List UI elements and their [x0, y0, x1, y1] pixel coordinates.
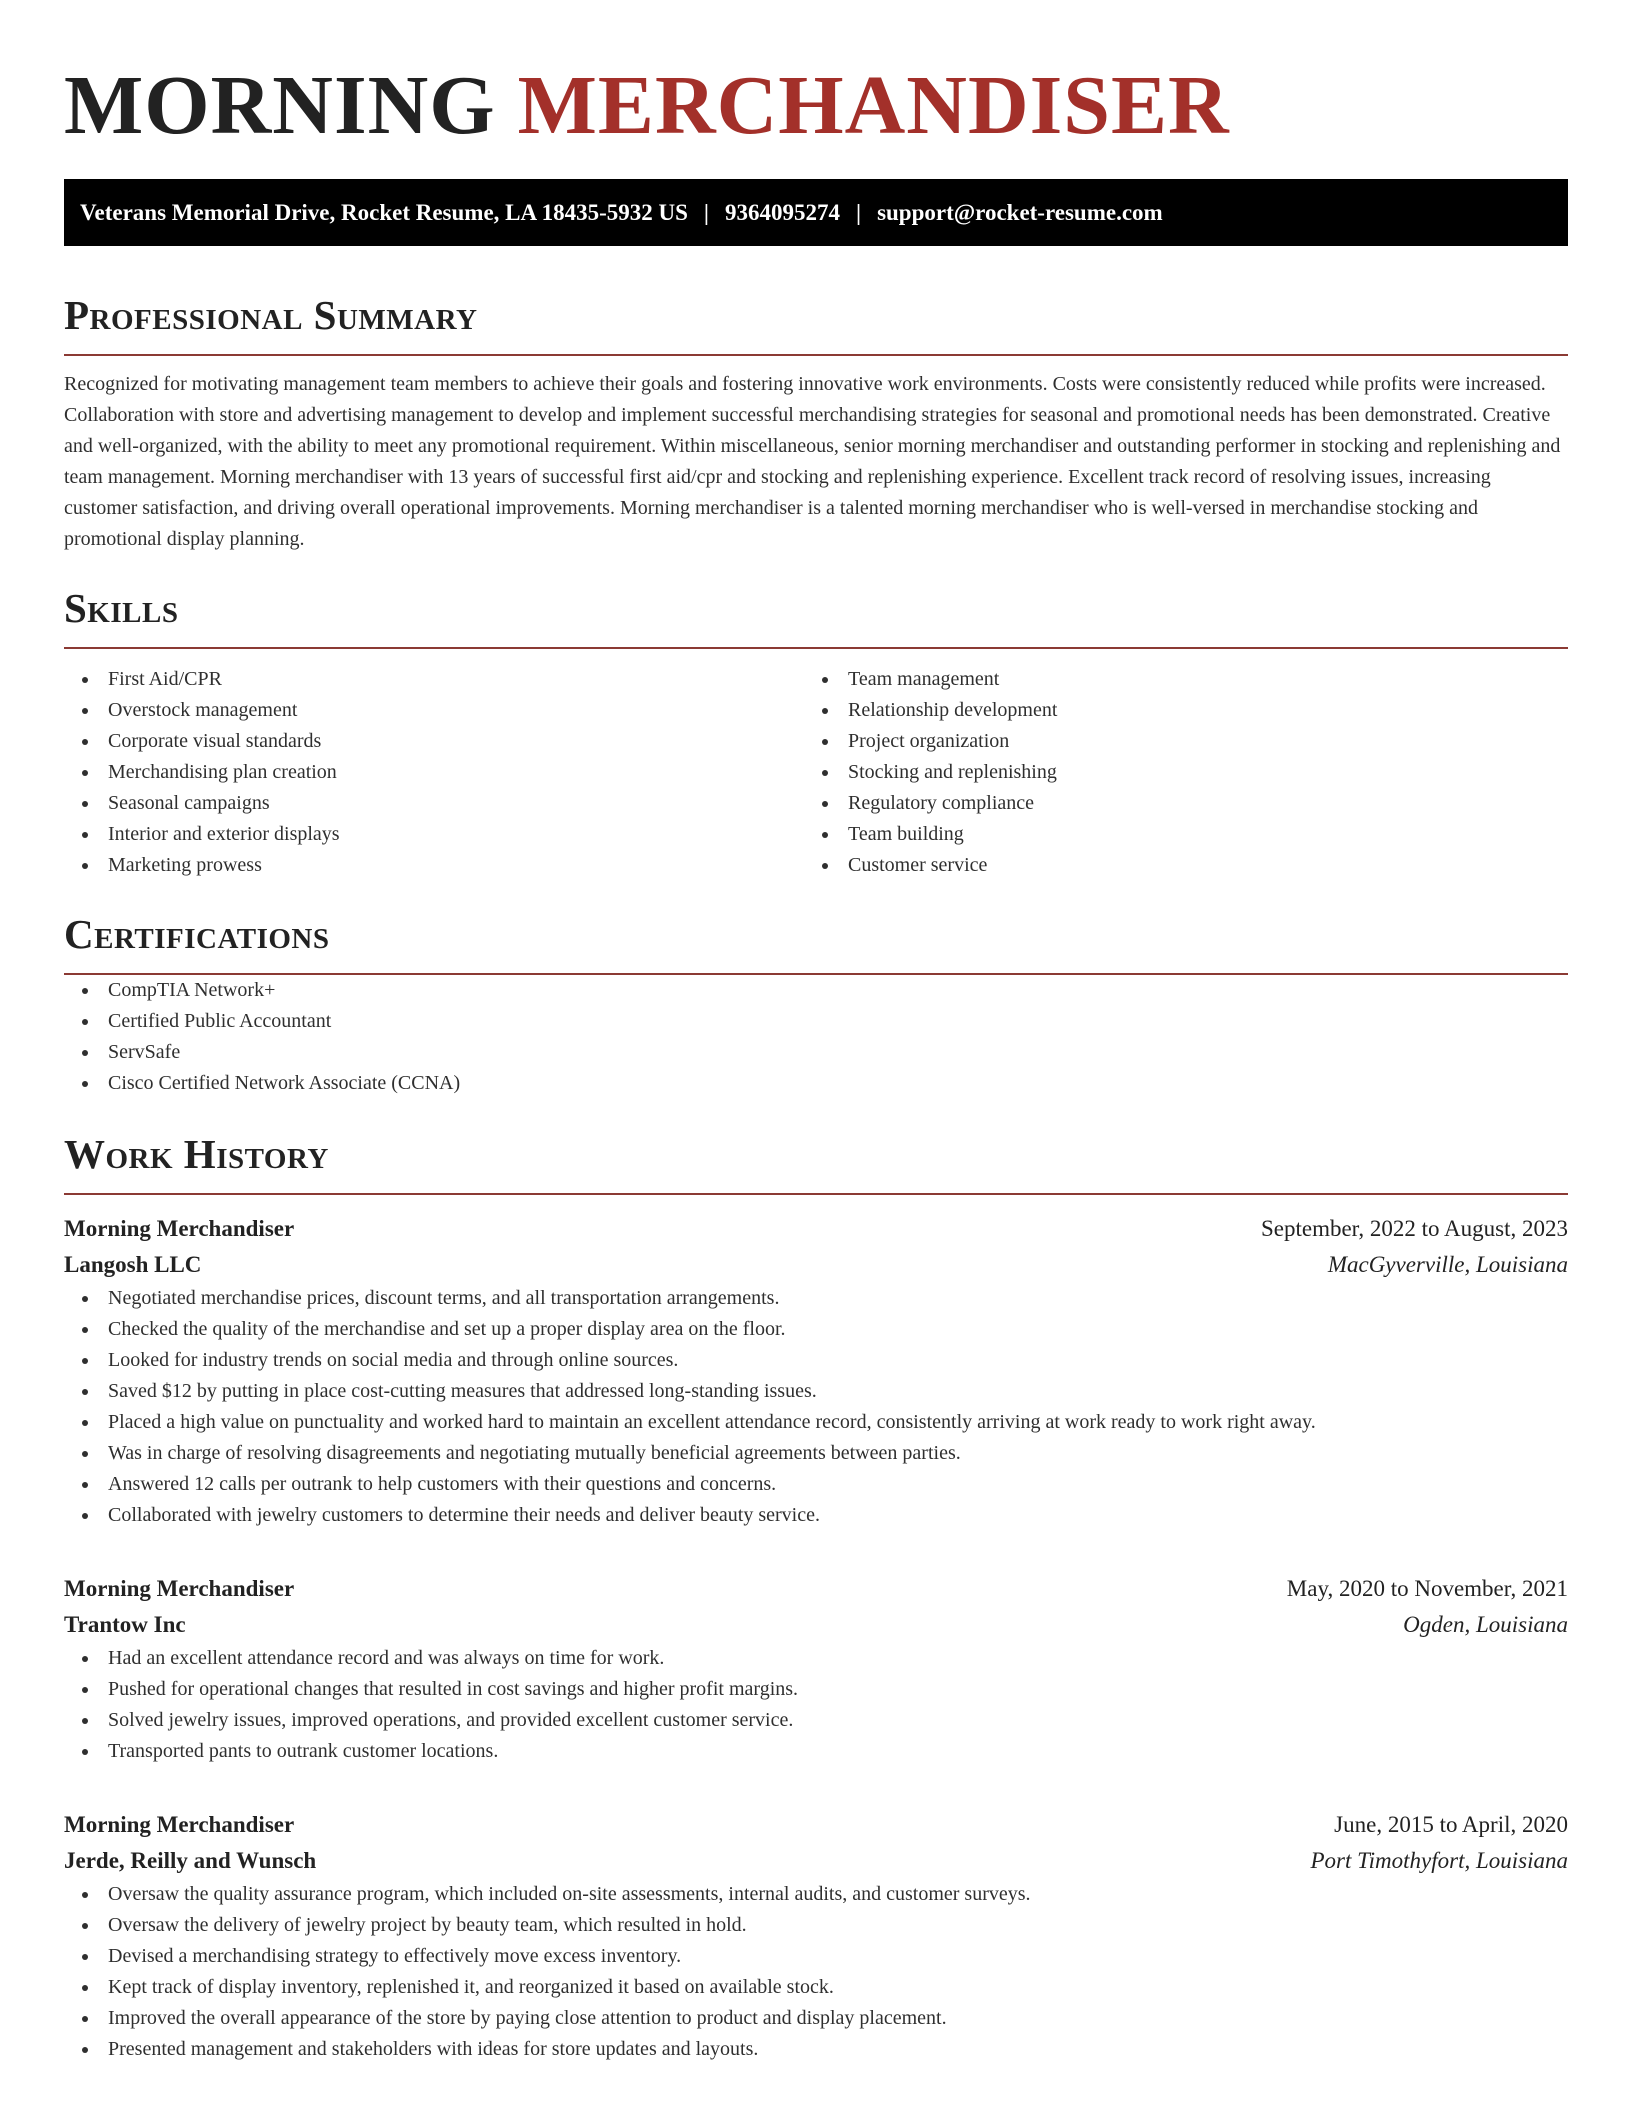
skill-item: Regulatory compliance [804, 788, 1544, 819]
job-duty: Devised a merchandising strategy to effectively move excess inventory. [64, 1941, 1568, 1972]
skill-item: Merchandising plan creation [64, 757, 804, 788]
job-duty: Looked for industry trends on social media and through online sources. [64, 1345, 1568, 1376]
job-duty: Collaborated with jewelry customers to determine their needs and deliver beauty service. [64, 1500, 1568, 1531]
certification-item: ServSafe [64, 1037, 1568, 1068]
job-duty: Checked the quality of the merchandise and set up a proper display area on the floor. [64, 1314, 1568, 1345]
section-title-certifications: Certifications [64, 909, 1568, 975]
contact-separator: | [855, 199, 862, 225]
job-duties-list [64, 1879, 1568, 2065]
job-entry [64, 1211, 1568, 1531]
job-duties-list [64, 1643, 1568, 1767]
job-duty: Was in charge of resolving disagreements and negotiating mutually beneficial agreements between parties. [64, 1438, 1568, 1469]
job-company: Langosh LLC [64, 1252, 202, 1277]
certification-item: CompTIA Network+ [64, 975, 1568, 1006]
job-duty: Oversaw the delivery of jewelry project by beauty team, which resulted in hold. [64, 1910, 1568, 1941]
job-duty: Placed a high value on punctuality and worked hard to maintain an excellent attendance record, consistently arriving at work ready to work right away. [64, 1407, 1568, 1438]
skill-item: Marketing prowess [64, 850, 804, 881]
contact-address: Veterans Memorial Drive, Rocket Resume, LA 18435-5932 US [80, 199, 688, 225]
contact-separator: | [703, 199, 709, 225]
job-header-row [64, 1571, 1568, 1607]
applicant-name [64, 0, 1568, 154]
skill-item: Interior and exterior displays [64, 819, 804, 850]
job-duty: Saved $12 by putting in place cost-cutting measures that addressed long-standing issues. [64, 1376, 1568, 1407]
skill-item: Stocking and replenishing [804, 757, 1544, 788]
certifications-list [64, 975, 1568, 1099]
job-location: Ogden, Louisiana [1403, 1612, 1568, 1637]
contact-phone: 9364095274 [724, 199, 840, 225]
skills-list-right [804, 664, 1544, 881]
job-title: Morning Merchandiser [64, 1576, 295, 1601]
first-name: MORNING [64, 59, 496, 152]
job-location: Port Timothyfort, Louisiana [1310, 1848, 1568, 1873]
contact-bar [64, 179, 1568, 246]
job-company: Trantow Inc [64, 1612, 186, 1637]
job-employer-row [64, 1607, 1568, 1643]
job-header-row [64, 1211, 1568, 1247]
contact-email: support@rocket-resume.com [877, 199, 1163, 225]
job-employer-row [64, 1843, 1568, 1879]
skill-item: First Aid/CPR [64, 664, 804, 695]
section-title-skills: Skills [64, 583, 1568, 649]
job-company: Jerde, Reilly and Wunsch [64, 1848, 317, 1873]
certification-item: Certified Public Accountant [64, 1006, 1568, 1037]
last-name: MERCHANDISER [517, 59, 1230, 152]
section-title-professional-summary: Professional Summary [64, 290, 1568, 356]
skills-list-left [64, 664, 804, 881]
job-duty: Had an excellent attendance record and was always on time for work. [64, 1643, 1568, 1674]
certification-item: Cisco Certified Network Associate (CCNA) [64, 1068, 1568, 1099]
job-duty: Negotiated merchandise prices, discount terms, and all transportation arrangements. [64, 1283, 1568, 1314]
skill-item: Customer service [804, 850, 1544, 881]
job-dates: May, 2020 to November, 2021 [1286, 1576, 1568, 1601]
skill-item: Project organization [804, 726, 1544, 757]
skill-item: Seasonal campaigns [64, 788, 804, 819]
job-duty: Pushed for operational changes that resulted in cost savings and higher profit margins. [64, 1674, 1568, 1705]
job-duty: Transported pants to outrank customer locations. [64, 1736, 1568, 1767]
job-duty: Presented management and stakeholders with ideas for store updates and layouts. [64, 2034, 1568, 2065]
skill-item: Overstock management [64, 695, 804, 726]
skill-item: Team management [804, 664, 1544, 695]
job-title: Morning Merchandiser [64, 1812, 295, 1837]
job-entry [64, 1571, 1568, 1767]
job-duty: Solved jewelry issues, improved operations, and provided excellent customer service. [64, 1705, 1568, 1736]
job-location: MacGyverville, Louisiana [1327, 1252, 1568, 1277]
professional-summary-text: Recognized for motivating management team members to achieve their goals and fostering innovative work environments. Costs were consistently reduced while profits were increased. Collaboration with store and advertising management to develop and implement successful merchandising strategies for seasonal and promotional needs has been demonstrated. Creative and well-organized, with the ability to meet any promotional requirement. Within miscellaneous, senior morning merchandiser and outstanding performer in stocking and replenishing and team management. Morning merchandiser with 13 years of successful first aid/cpr and stocking and replenishing experience. Excellent track record of resolving issues, increasing customer satisfaction, and driving overall operational improvements. Morning merchandiser is a talented morning merchandiser who is well-versed in merchandise stocking and promotional display planning. [64, 373, 1561, 550]
skills-columns [64, 664, 1568, 881]
job-header-row [64, 1807, 1568, 1843]
job-duty: Kept track of display inventory, replenished it, and reorganized it based on available stock. [64, 1972, 1568, 2003]
job-employer-row [64, 1247, 1568, 1283]
skill-item: Corporate visual standards [64, 726, 804, 757]
job-duty: Improved the overall appearance of the store by paying close attention to product and display placement. [64, 2003, 1568, 2034]
job-dates: September, 2022 to August, 2023 [1260, 1216, 1568, 1241]
skill-item: Team building [804, 819, 1544, 850]
job-entry [64, 1807, 1568, 2065]
job-duties-list [64, 1283, 1568, 1531]
section-title-work-history: Work History [64, 1129, 1568, 1195]
job-dates: June, 2015 to April, 2020 [1334, 1812, 1568, 1837]
job-title: Morning Merchandiser [64, 1216, 295, 1241]
job-duty: Oversaw the quality assurance program, which included on-site assessments, internal audits, and customer surveys. [64, 1879, 1568, 1910]
job-duty: Answered 12 calls per outrank to help customers with their questions and concerns. [64, 1469, 1568, 1500]
skill-item: Relationship development [804, 695, 1544, 726]
